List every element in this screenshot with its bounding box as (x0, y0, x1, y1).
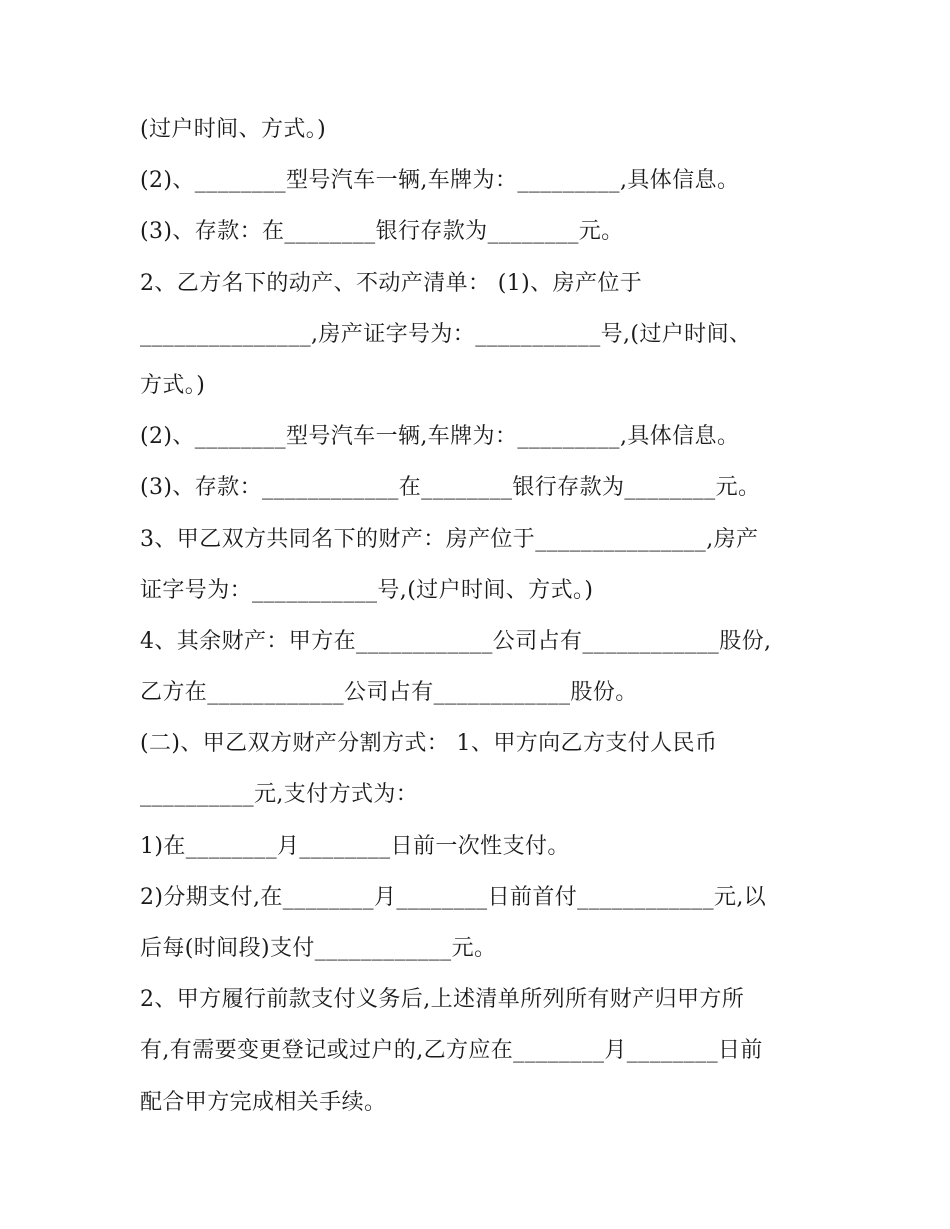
text-line: 有,有需要变更登记或过户的,乙方应在________月________日前 (140, 1038, 763, 1064)
text-line: _______________,房产证字号为：___________号,(过户时间、 (140, 321, 752, 347)
text-line: (二)、甲乙双方财产分割方式： 1、甲方向乙方支付人民币 (140, 731, 718, 757)
text-line: 4、其余财产：甲方在____________公司占有____________股份, (140, 628, 772, 654)
text-line: 方式。) (140, 372, 206, 398)
text-line: (3)、存款：____________在________银行存款为________元。 (140, 475, 761, 501)
text-line: 配合甲方完成相关手续。 (140, 1089, 387, 1115)
text-line: 1)在________月________日前一次性支付。 (140, 833, 570, 859)
text-line: 证字号为：___________号,(过户时间、方式。) (140, 577, 594, 603)
text-line: (过户时间、方式。) (140, 117, 327, 142)
text-line: (2)、________型号汽车一辆,车牌为：_________,具体信息。 (140, 424, 740, 450)
text-line: (3)、存款：在________银行存款为________元。 (140, 219, 624, 245)
document-body (140, 104, 820, 1128)
text-line: 2、乙方名下的动产、不动产清单： (1)、房产位于 (140, 270, 643, 296)
text-line: __________元,支付方式为： (140, 782, 419, 808)
text-line: 2)分期支付,在________月________日前首付____________元,以 (140, 884, 767, 910)
text-line: 乙方在____________公司占有____________股份。 (140, 680, 638, 706)
text-line: 3、甲乙双方共同名下的财产：房产位于_______________,房产 (140, 526, 759, 552)
text-line: 后每(时间段)支付____________元。 (140, 936, 497, 961)
text-line: (2)、________型号汽车一辆,车牌为：_________,具体信息。 (140, 168, 740, 194)
text-line: 2、甲方履行前款支付义务后,上述清单所列所有财产归甲方所 (140, 987, 745, 1013)
